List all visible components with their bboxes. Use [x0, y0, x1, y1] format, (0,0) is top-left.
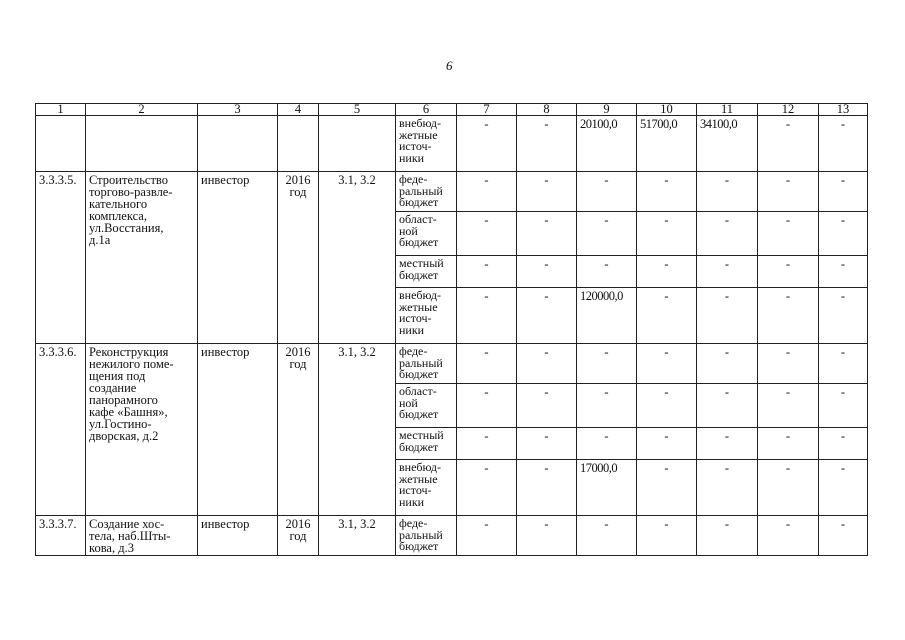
value-cell: - — [758, 256, 819, 288]
header-cell: 7 — [457, 104, 517, 116]
value-cell: - — [577, 428, 637, 460]
header-cell: 10 — [637, 104, 697, 116]
period-cell: 2016 год — [278, 344, 319, 516]
table-row — [36, 344, 868, 384]
value-cell: - — [637, 256, 697, 288]
name-cell — [86, 116, 198, 172]
budget-table — [35, 103, 868, 556]
value-cell: - — [819, 516, 868, 556]
value-cell: 20100,0 — [577, 116, 637, 172]
value-cell: - — [517, 212, 577, 256]
value-cell: - — [637, 516, 697, 556]
value-cell: - — [758, 116, 819, 172]
code-cell: 3.3.3.7. — [36, 516, 86, 556]
name-cell: Создание хос- тела, наб.Шты- кова, д.3 — [86, 516, 198, 556]
value-cell: - — [637, 384, 697, 428]
value-cell: - — [758, 460, 819, 516]
table-row — [36, 172, 868, 212]
value-cell: - — [758, 172, 819, 212]
table-body — [36, 116, 868, 556]
source-cell: феде- ральный бюджет — [396, 516, 457, 556]
value-cell: 17000,0 — [577, 460, 637, 516]
value-cell: - — [457, 384, 517, 428]
header-cell: 12 — [758, 104, 819, 116]
target-cell: 3.1, 3.2 — [319, 516, 396, 556]
value-cell: - — [819, 116, 868, 172]
value-cell: - — [819, 428, 868, 460]
source-cell: област- ной бюджет — [396, 384, 457, 428]
header-cell: 2 — [86, 104, 198, 116]
value-cell: - — [517, 428, 577, 460]
value-cell: - — [457, 516, 517, 556]
value-cell: - — [457, 172, 517, 212]
header-row — [36, 104, 868, 116]
value-cell: - — [457, 344, 517, 384]
value-cell: - — [758, 428, 819, 460]
value-cell: - — [577, 256, 637, 288]
value-cell: - — [758, 288, 819, 344]
source-cell: феде- ральный бюджет — [396, 344, 457, 384]
period-cell: 2016 год — [278, 172, 319, 344]
source-cell: местный бюджет — [396, 256, 457, 288]
value-cell: - — [819, 344, 868, 384]
value-cell: - — [697, 172, 758, 212]
source-cell: област- ной бюджет — [396, 212, 457, 256]
value-cell: - — [577, 516, 637, 556]
header-cell: 6 — [396, 104, 457, 116]
value-cell: - — [697, 460, 758, 516]
period-cell — [278, 116, 319, 172]
value-cell: - — [819, 256, 868, 288]
name-cell: Строительство торгово-развле- кательного комплекса, ул.Восстания, д.1а — [86, 172, 198, 344]
code-cell: 3.3.3.5. — [36, 172, 86, 344]
code-cell: 3.3.3.6. — [36, 344, 86, 516]
value-cell: - — [637, 212, 697, 256]
value-cell: - — [517, 460, 577, 516]
value-cell: - — [697, 212, 758, 256]
source-cell: феде- ральный бюджет — [396, 172, 457, 212]
executor-cell: инвестор — [198, 172, 278, 344]
target-cell: 3.1, 3.2 — [319, 172, 396, 344]
header-cell: 4 — [278, 104, 319, 116]
value-cell: - — [758, 212, 819, 256]
value-cell: 51700,0 — [637, 116, 697, 172]
value-cell: - — [758, 384, 819, 428]
executor-cell: инвестор — [198, 344, 278, 516]
executor-cell — [198, 116, 278, 172]
value-cell: - — [517, 116, 577, 172]
value-cell: - — [758, 516, 819, 556]
executor-cell: инвестор — [198, 516, 278, 556]
value-cell: - — [637, 428, 697, 460]
source-cell: внебюд- жетные источ- ники — [396, 460, 457, 516]
value-cell: - — [697, 516, 758, 556]
source-cell: местный бюджет — [396, 428, 457, 460]
value-cell: - — [637, 344, 697, 384]
value-cell: 120000,0 — [577, 288, 637, 344]
source-cell: внебюд- жетные источ- ники — [396, 288, 457, 344]
value-cell: - — [577, 384, 637, 428]
header-cell: 13 — [819, 104, 868, 116]
value-cell: - — [637, 288, 697, 344]
value-cell: - — [697, 428, 758, 460]
name-cell: Реконструкция нежилого поме- щения под создание панорамного кафе «Башня», ул.Гостино- дворская, д.2 — [86, 344, 198, 516]
value-cell: - — [819, 384, 868, 428]
value-cell: - — [517, 516, 577, 556]
value-cell: - — [457, 428, 517, 460]
source-cell: внебюд- жетные источ- ники — [396, 116, 457, 172]
header-cell: 1 — [36, 104, 86, 116]
page-number: 6 — [446, 58, 453, 73]
table-row — [36, 116, 868, 172]
header-cell: 11 — [697, 104, 758, 116]
value-cell: - — [819, 460, 868, 516]
value-cell: - — [457, 212, 517, 256]
value-cell: - — [517, 288, 577, 344]
value-cell: - — [517, 344, 577, 384]
value-cell: - — [637, 460, 697, 516]
target-cell: 3.1, 3.2 — [319, 344, 396, 516]
value-cell: - — [697, 256, 758, 288]
value-cell: - — [517, 256, 577, 288]
value-cell: - — [819, 172, 868, 212]
value-cell: - — [819, 288, 868, 344]
value-cell: 34100,0 — [697, 116, 758, 172]
value-cell: - — [457, 288, 517, 344]
period-cell: 2016 год — [278, 516, 319, 556]
value-cell: - — [457, 256, 517, 288]
value-cell: - — [457, 116, 517, 172]
value-cell: - — [577, 344, 637, 384]
header-cell: 9 — [577, 104, 637, 116]
target-cell — [319, 116, 396, 172]
value-cell: - — [697, 344, 758, 384]
header-cell: 5 — [319, 104, 396, 116]
value-cell: - — [577, 172, 637, 212]
value-cell: - — [697, 384, 758, 428]
table-row — [36, 516, 868, 556]
header-cell: 3 — [198, 104, 278, 116]
code-cell — [36, 116, 86, 172]
value-cell: - — [577, 212, 637, 256]
value-cell: - — [819, 212, 868, 256]
header-cell: 8 — [517, 104, 577, 116]
value-cell: - — [517, 384, 577, 428]
value-cell: - — [517, 172, 577, 212]
value-cell: - — [457, 460, 517, 516]
value-cell: - — [697, 288, 758, 344]
value-cell: - — [637, 172, 697, 212]
value-cell: - — [758, 344, 819, 384]
